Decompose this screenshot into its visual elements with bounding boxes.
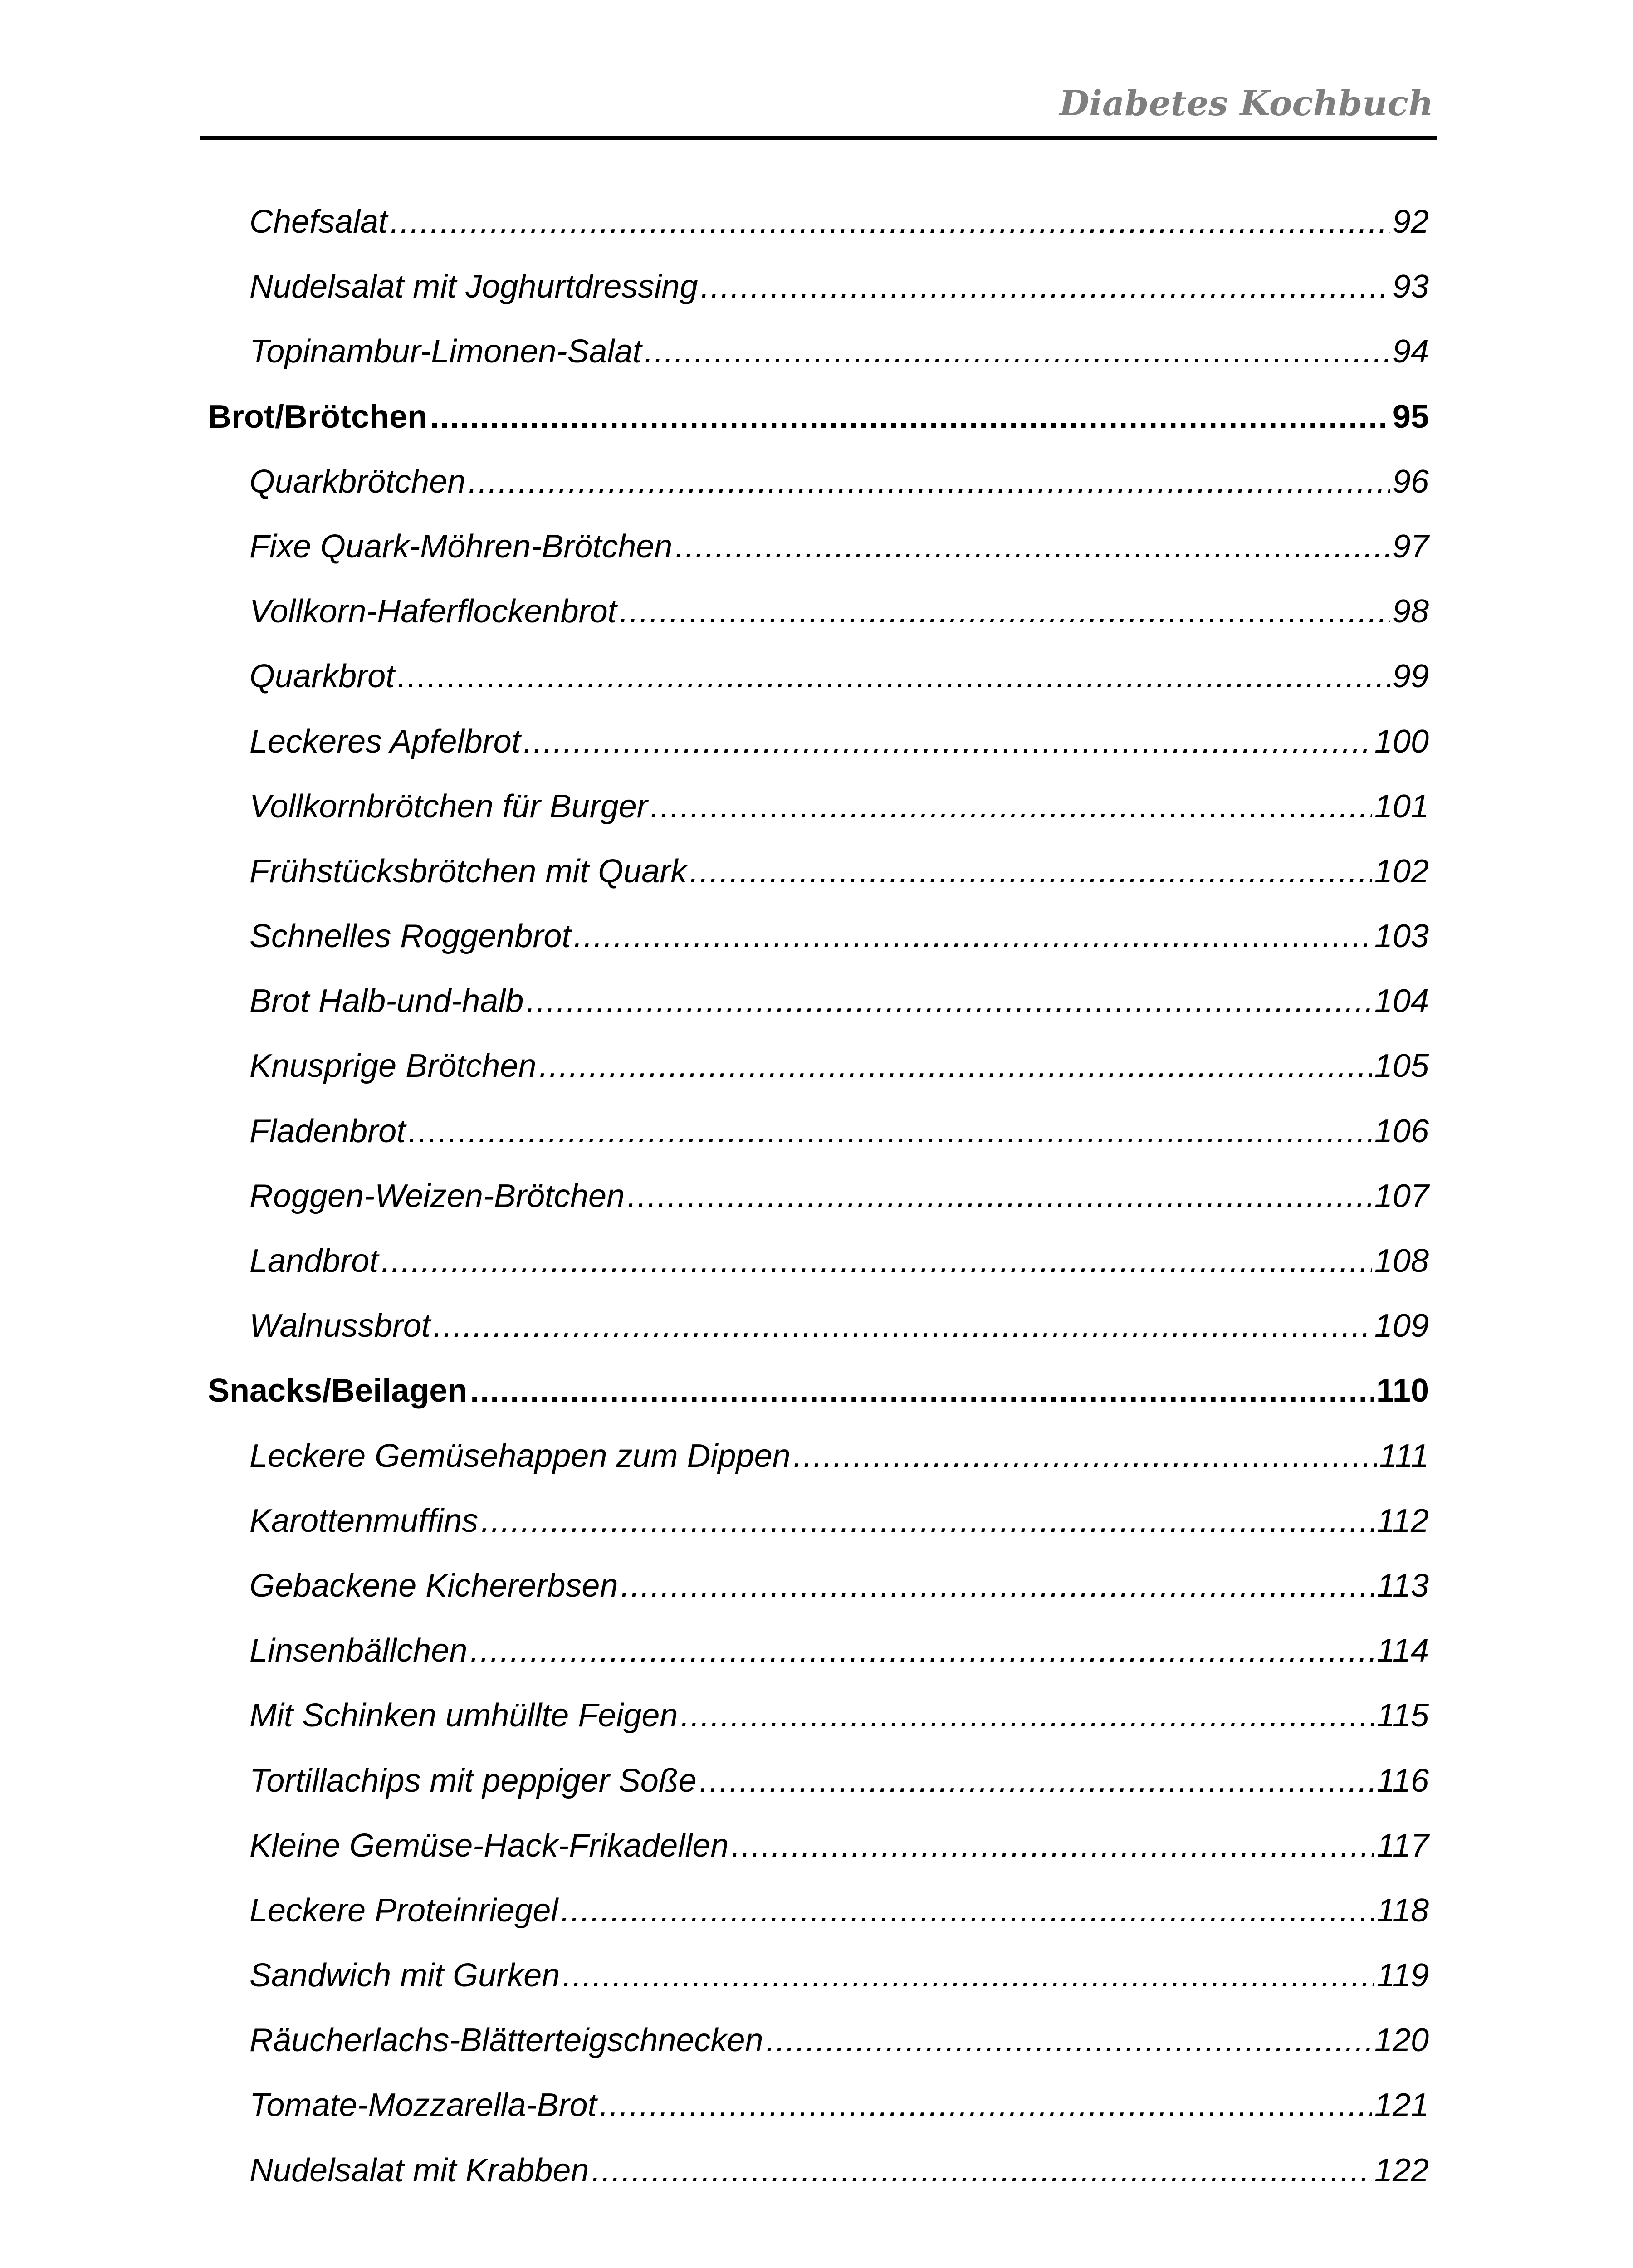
toc-page-number: 118 [1377, 1892, 1429, 1929]
toc-entry-row [249, 463, 1429, 501]
toc-entry-title: Roggen-Weizen-Brötchen [249, 1178, 625, 1214]
toc-page-number: 121 [1374, 2087, 1429, 2124]
toc-entry-row [249, 1827, 1429, 1865]
toc-entry[interactable] [0, 1567, 1633, 1632]
toc-entry-title: Nudelsalat mit Krabben [249, 2152, 589, 2189]
toc-entry-row [249, 2022, 1429, 2059]
toc-entry-title: Vollkornbrötchen für Burger [249, 788, 648, 825]
toc-dot-leader [620, 593, 1390, 631]
toc-entry[interactable] [0, 1178, 1633, 1242]
toc-entry[interactable] [0, 593, 1633, 658]
toc-entry-title: Snacks/Beilagen [208, 1373, 468, 1409]
toc-dot-leader [731, 1827, 1374, 1865]
toc-entry-title: Mit Schinken umhüllte Feigen [249, 1697, 678, 1734]
toc-dot-leader [381, 1242, 1372, 1280]
toc-page-number: 101 [1374, 788, 1429, 825]
toc-entry[interactable] [0, 1242, 1633, 1307]
toc-entry-title: Linsenbällchen [249, 1633, 468, 1669]
toc-entry-row [249, 528, 1429, 566]
toc-dot-leader [699, 1762, 1374, 1800]
toc-page-number: 113 [1377, 1567, 1429, 1604]
toc-dot-leader [675, 528, 1390, 566]
toc-entry[interactable] [0, 1047, 1633, 1112]
toc-dot-leader [430, 398, 1390, 436]
toc-entry[interactable] [0, 2152, 1633, 2217]
toc-entry-title: Quarkbrötchen [249, 463, 466, 500]
toc-dot-leader [468, 463, 1390, 501]
toc-page-number: 114 [1377, 1633, 1429, 1669]
toc-entry[interactable] [0, 2022, 1633, 2087]
toc-entry[interactable] [0, 853, 1633, 918]
toc-page-number: 99 [1392, 658, 1429, 695]
toc-page-number: 98 [1392, 593, 1429, 630]
toc-entry[interactable] [0, 1632, 1633, 1697]
toc-dot-leader [408, 1113, 1372, 1150]
toc-entry-row [249, 1307, 1429, 1345]
toc-dot-leader [680, 1697, 1374, 1735]
toc-dot-leader [481, 1502, 1374, 1540]
toc-page-number: 95 [1392, 398, 1429, 435]
toc-entry-title: Leckere Gemüsehappen zum Dippen [249, 1437, 791, 1474]
toc-page-number: 108 [1374, 1243, 1429, 1279]
toc-entry-row [208, 398, 1429, 436]
toc-page-number: 110 [1376, 1373, 1429, 1409]
toc-entry-row [249, 1047, 1429, 1085]
toc-entry[interactable] [0, 1502, 1633, 1567]
toc-dot-leader [562, 1957, 1374, 1994]
toc-entry[interactable] [0, 1827, 1633, 1892]
toc-entry-row [249, 1632, 1429, 1670]
toc-page-number: 105 [1374, 1048, 1429, 1085]
toc-entry-title: Topinambur-Limonen-Salat [249, 333, 642, 370]
toc-page-number: 97 [1392, 528, 1429, 565]
toc-entry[interactable] [0, 268, 1633, 333]
toc-entry-title: Fixe Quark-Möhren-Brötchen [249, 528, 673, 565]
toc-dot-leader [701, 268, 1390, 306]
toc-entry-row [249, 1113, 1429, 1150]
toc-entry-row [249, 268, 1429, 306]
toc-entry-row [249, 723, 1429, 761]
toc-entry-row [249, 333, 1429, 371]
toc-page-number: 115 [1377, 1697, 1429, 1734]
toc-page-number: 93 [1392, 269, 1429, 305]
toc-page-number: 120 [1374, 2022, 1429, 2059]
toc-entry-title: Walnussbrot [249, 1308, 430, 1344]
table-of-contents [0, 203, 1633, 2217]
toc-page-number: 104 [1374, 983, 1429, 1020]
toc-page-number: 96 [1392, 463, 1429, 500]
toc-dot-leader [689, 853, 1372, 890]
toc-page-number: 106 [1374, 1113, 1429, 1149]
toc-dot-leader [793, 1437, 1377, 1475]
toc-entry-title: Schnelles Roggenbrot [249, 918, 571, 955]
toc-entry-title: Vollkorn-Haferflockenbrot [249, 593, 617, 630]
toc-entry-title: Brot/Brötchen [208, 398, 427, 435]
toc-dot-leader [526, 982, 1372, 1020]
toc-entry-row [249, 1567, 1429, 1605]
toc-entry-title: Nudelsalat mit Joghurtdressing [249, 269, 698, 305]
toc-page-number: 109 [1374, 1308, 1429, 1344]
toc-entry[interactable] [0, 982, 1633, 1047]
toc-entry-row [249, 1178, 1429, 1215]
toc-page-number: 122 [1374, 2152, 1429, 2189]
toc-entry-title: Landbrot [249, 1243, 379, 1279]
toc-dot-leader [573, 918, 1371, 955]
toc-entry-row [249, 788, 1429, 826]
toc-entry-title: Fladenbrot [249, 1113, 406, 1149]
toc-page-number: 116 [1377, 1762, 1429, 1799]
toc-dot-leader [433, 1307, 1372, 1345]
toc-entry-title: Tomate-Mozzarella-Brot [249, 2087, 597, 2124]
toc-entry[interactable] [0, 1762, 1633, 1827]
toc-entry-row [249, 1437, 1429, 1475]
toc-entry-title: Karottenmuffins [249, 1502, 479, 1539]
toc-page-number: 92 [1392, 204, 1429, 240]
toc-entry-title: Chefsalat [249, 204, 388, 240]
toc-entry-row [249, 2152, 1429, 2190]
toc-page-number: 94 [1392, 333, 1429, 370]
toc-entry-row [208, 1372, 1429, 1410]
toc-dot-leader [470, 1632, 1374, 1670]
toc-page-number: 111 [1379, 1437, 1429, 1474]
toc-entry-row [249, 658, 1429, 695]
toc-entry-title: Räucherlachs-Blätterteigschnecken [249, 2022, 763, 2059]
toc-page-number: 102 [1374, 853, 1429, 890]
toc-entry-title: Kleine Gemüse-Hack-Frikadellen [249, 1827, 729, 1864]
toc-section-entry[interactable] [0, 1372, 1633, 1437]
toc-entry-title: Sandwich mit Gurken [249, 1957, 560, 1994]
toc-entry[interactable] [0, 723, 1633, 788]
toc-entry[interactable] [0, 463, 1633, 528]
toc-dot-leader [621, 1567, 1374, 1605]
toc-dot-leader [539, 1047, 1371, 1085]
toc-entry[interactable] [0, 918, 1633, 982]
toc-dot-leader [397, 658, 1390, 695]
toc-dot-leader [592, 2152, 1371, 2190]
toc-entry-row [249, 2087, 1429, 2124]
toc-entry-row [249, 853, 1429, 890]
toc-entry[interactable] [0, 1113, 1633, 1178]
toc-dot-leader [645, 333, 1390, 371]
header-divider [200, 136, 1437, 140]
toc-section-entry[interactable] [0, 398, 1633, 463]
toc-entry-row [249, 982, 1429, 1020]
toc-dot-leader [561, 1892, 1374, 1930]
toc-entry[interactable] [0, 1697, 1633, 1762]
toc-entry[interactable] [0, 1957, 1633, 2022]
toc-entry-title: Quarkbrot [249, 658, 395, 695]
toc-entry-title: Brot Halb-und-halb [249, 983, 524, 1020]
toc-dot-leader [390, 203, 1390, 241]
toc-entry-row [249, 1957, 1429, 1994]
toc-entry[interactable] [0, 788, 1633, 853]
toc-entry-row [249, 1697, 1429, 1735]
running-header-title: Diabetes Kochbuch [1059, 83, 1433, 123]
toc-entry[interactable] [0, 528, 1633, 593]
toc-entry-title: Leckeres Apfelbrot [249, 723, 521, 760]
toc-page-number: 117 [1377, 1827, 1429, 1864]
toc-entry[interactable] [0, 2087, 1633, 2151]
toc-page-number: 119 [1377, 1957, 1429, 1994]
toc-dot-leader [470, 1372, 1374, 1410]
toc-entry-title: Gebackene Kichererbsen [249, 1567, 618, 1604]
toc-entry[interactable] [0, 1892, 1633, 1957]
toc-entry-row [249, 1892, 1429, 1930]
toc-entry[interactable] [0, 1307, 1633, 1372]
toc-dot-leader [650, 788, 1372, 826]
toc-entry[interactable] [0, 333, 1633, 398]
toc-entry-row [249, 1502, 1429, 1540]
toc-page-number: 103 [1374, 918, 1429, 955]
toc-entry[interactable] [0, 203, 1633, 268]
toc-dot-leader [627, 1178, 1372, 1215]
toc-entry-title: Tortillachips mit peppiger Soße [249, 1762, 697, 1799]
toc-page-number: 107 [1374, 1178, 1429, 1214]
toc-dot-leader [523, 723, 1372, 761]
toc-entry-title: Leckere Proteinriegel [249, 1892, 558, 1929]
toc-entry-row [249, 1242, 1429, 1280]
toc-entry[interactable] [0, 658, 1633, 723]
toc-entry-title: Knusprige Brötchen [249, 1048, 537, 1085]
toc-dot-leader [600, 2087, 1372, 2124]
toc-page-number: 112 [1377, 1502, 1429, 1539]
toc-entry-row [249, 593, 1429, 631]
toc-entry-row [249, 1762, 1429, 1800]
toc-entry-title: Frühstücksbrötchen mit Quark [249, 853, 687, 890]
toc-entry-row [249, 203, 1429, 241]
toc-dot-leader [766, 2022, 1372, 2059]
toc-entry-row [249, 918, 1429, 955]
toc-entry[interactable] [0, 1437, 1633, 1502]
toc-page-number: 100 [1374, 723, 1429, 760]
